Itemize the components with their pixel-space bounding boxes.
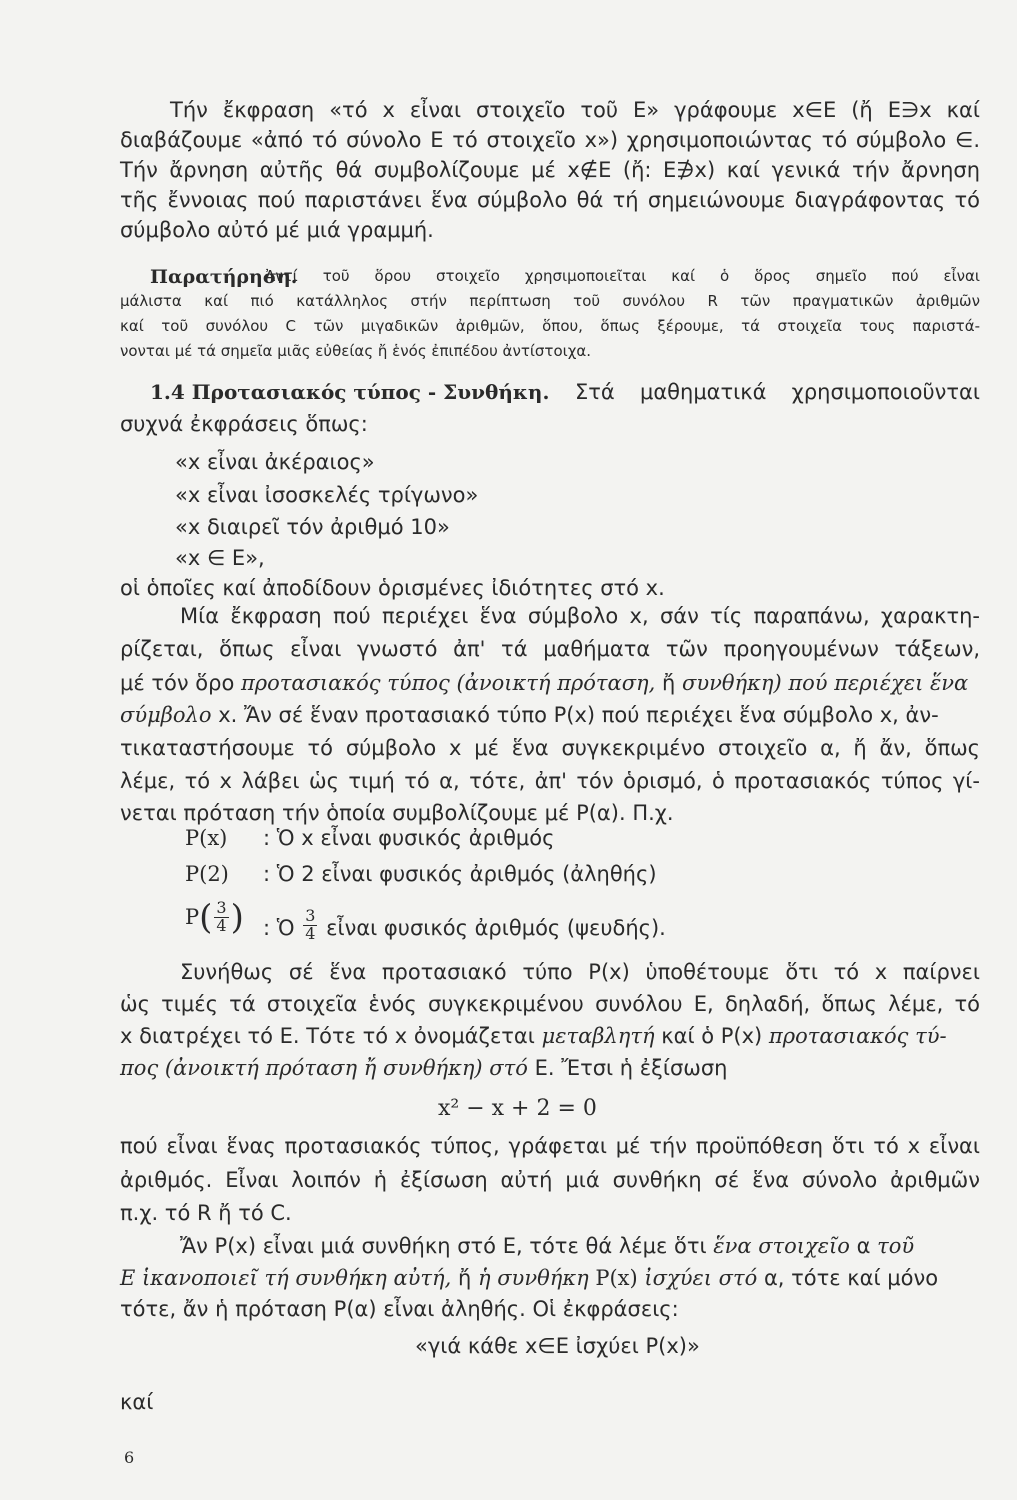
kai-word: καί [120, 1390, 154, 1414]
fraction-3-4-inline: $\frac{3}{4}$ [305, 906, 316, 943]
after-examples-line: οἱ ὁποῖες καί ἀποδίδουν ὁρισμένες ἰδιότητες στό x. [120, 576, 665, 600]
remark-paragraph [120, 266, 980, 366]
usually-line-2: ὡς τιμές τά στοιχεῖα ἑνός συγκεκριμένου συνόλου Ε, δηλαδή, ὅπως λέμε, τό [120, 992, 980, 1016]
proposition-examples [120, 828, 980, 948]
def-line-3 [120, 673, 980, 694]
def-l3-or: ἤ [662, 671, 676, 695]
example-3: «x διαιρεῖ τόν ἀριθμό 10» [175, 515, 450, 539]
after-eq-line-2: ἀριθμός. Εἶναι λοιπόν ἡ ἐξίσωση αὐτή μιά συνθήκη σέ ἕνα σύνολο ἀριθμῶν [120, 1168, 980, 1192]
sat-l2-d: P(x) [595, 1266, 638, 1290]
sat-l1-a: Ἄν P(x) εἶναι μιά συνθήκη στό Ε, τότε θά λέμε ὅτι [180, 1234, 707, 1258]
usually-l4-b: Ε. Ἔτσι ἡ ἐξίσωση [534, 1056, 728, 1080]
equation: x² − x + 2 = 0 [438, 1096, 597, 1121]
remark-line-1: Ἀντί τοῦ ὅρου στοιχεῖο χρησιμοποιεῖται καί ὁ ὅρος σημεῖο πού εἶναι [265, 267, 980, 285]
px-rhs: : Ὁ x εἶναι φυσικός ἀριθμός [263, 826, 555, 850]
section-1-4 [120, 382, 980, 582]
def-l4-b: x. Ἄν σέ ἕναν προτασιακό τύπο P(x) πού περιέχει ἕνα σύμβολο x, ἀν- [218, 703, 939, 727]
right-paren: ) [230, 897, 244, 938]
term-propositional: προτασιακός τύ- [768, 1024, 947, 1048]
example-1: «x εἶναι ἀκέραιος» [175, 450, 375, 474]
def-line-6: λέμε, τό x λάβει ὡς τιμή τό α, τότε, ἀπ' τόν ὁρισμό, ὁ προτασιακός τύπος γί- [120, 769, 980, 793]
after-eq-line-1: πού εἶναι ἕνας προτασιακός τύπος, γράφεται μέ τήν προϋπόθεση ὅτι τό x εἶναι [120, 1134, 980, 1158]
usually-paragraph [120, 962, 980, 1082]
remark-line-3: καί τοῦ συνόλου C τῶν μιγαδικῶν ἀριθμῶν, ὅπου, ὅπως ξέρουμε, τά στοιχεῖα τους παριστά- [120, 317, 980, 335]
intro-line-4: τῆς ἔννοιας πού παριστάνει ἕνα σύμβολο θά τή σημειώνουμε διαγράφοντας τό [120, 188, 980, 212]
sat-l1-c: α [856, 1234, 871, 1258]
def-l3-a: μέ τόν ὅρο [120, 671, 235, 695]
colon-o: : Ὁ [263, 915, 295, 940]
p2-lhs: P(2) [185, 862, 229, 886]
term-variable: μεταβλητή [541, 1024, 655, 1048]
intro-line-5: σύμβολο αὐτό μέ μιά γραμμή. [120, 218, 434, 242]
page-number: 6 [124, 1448, 135, 1467]
usually-line-4 [120, 1058, 727, 1079]
example-4: «x ∈ E», [175, 546, 265, 570]
def-line-5: τικαταστήσουμε τό σύμβολο x μέ ἕνα συγκεκριμένο στοιχεῖο α, ἤ ἄν, ὅπως [120, 736, 980, 760]
sat-l2-a: Ε ἱκανοποιεῖ τή συνθήκη αὐτή, [120, 1266, 452, 1290]
fraction-3-4: $\frac{3}{4}$ [216, 898, 227, 935]
sat-l1-d: τοῦ [877, 1234, 915, 1258]
usually-line-3 [120, 1026, 947, 1047]
def-line-2: ρίζεται, ὅπως εἶναι γνωστό ἀπ' τά μαθήματα τῶν προηγουμένων τάξεων, [120, 637, 980, 661]
usually-l3-a: x διατρέχει τό Ε. Τότε τό x ὀνομάζεται [120, 1024, 535, 1048]
sat-l2-e: ἰσχύει στό [644, 1266, 758, 1290]
intro-line-1: Τήν ἔκφραση «τό x εἶναι στοιχεῖο τοῦ Ε» γράφουμε x∈E (ἤ E∋x καί [170, 98, 980, 122]
remark-line-4: νονται μέ τά σημεῖα μιᾶς εὐθείας ἤ ἑνός ἐπιπέδου ἀντίστοιχα. [120, 342, 592, 360]
after-eq-line-3: π.χ. τό R ἤ τό C. [120, 1201, 292, 1225]
section-heading: 1.4 Προτασιακός τύπος - Συνθήκη. [150, 380, 550, 404]
p-fraction-lhs [185, 897, 244, 938]
intro-line-2: διαβάζουμε «ἀπό τό σύνολο Ε τό στοιχεῖο x») χρησιμοποιώντας τό σύμβολο ∈. [120, 128, 980, 152]
usually-l4-a: πος (ἀνοικτή πρόταση ἤ συνθήκη) στό [120, 1056, 528, 1080]
sat-l1-b: ἕνα στοιχεῖο [713, 1234, 850, 1258]
left-paren: ( [199, 897, 213, 938]
remark-heading: Παρατήρηση. [150, 266, 298, 288]
sat-l2-f: α, τότε καί μόνο [763, 1266, 939, 1290]
for-all-quote: «γιά κάθε x∈E ἰσχύει P(x)» [415, 1334, 700, 1358]
usually-l3-c: καί ὁ P(x) [661, 1024, 763, 1048]
sat-l2-c: ἡ συνθήκη [477, 1266, 589, 1290]
def-l4-a: σύμβολο [120, 703, 212, 727]
px-lhs: P(x) [185, 826, 228, 850]
false-statement: εἶναι φυσικός ἀριθμός (ψευδής). [326, 915, 666, 940]
sat-line-1 [180, 1236, 914, 1257]
def-l3-condition: συνθήκη) πού περιέχει ἕνα [682, 671, 969, 695]
sat-line-2 [120, 1268, 938, 1289]
example-2: «x εἶναι ἰσοσκελές τρίγωνο» [175, 483, 479, 507]
def-line-4 [120, 705, 939, 726]
sat-line-3: τότε, ἄν ἡ πρόταση P(α) εἶναι ἀληθής. Οἱ ἐκφράσεις: [120, 1297, 679, 1321]
satisfies-paragraph [120, 1236, 980, 1346]
remark-line-2: μάλιστα καί πιό κατάλληλος στήν περίπτωση τοῦ συνόλου R τῶν πραγματικῶν ἀριθμῶν [120, 292, 980, 310]
p-fraction-rhs [263, 908, 666, 943]
p2-rhs: : Ὁ 2 εἶναι φυσικός ἀριθμός (ἀληθής) [263, 862, 657, 886]
after-equation-paragraph [120, 1136, 980, 1236]
usually-line-1: Συνήθως σέ ἕνα προτασιακό τύπο P(x) ὑποθέτουμε ὅτι τό x παίρνει [180, 960, 980, 984]
def-line-7: νεται πρόταση τήν ὁποία συμβολίζουμε μέ P(α). Π.χ. [120, 801, 674, 825]
sat-l2-b: ἤ [457, 1266, 472, 1290]
section-line-2: συχνά ἐκφράσεις ὅπως: [120, 412, 368, 436]
intro-paragraph [120, 100, 980, 250]
def-line-1: Μία ἔκφραση πού περιέχει ἕνα σύμβολο x, σάν τίς παραπάνω, χαρακτη- [180, 604, 980, 628]
p-symbol: P [185, 904, 200, 929]
definition-paragraph [120, 604, 980, 825]
section-line-1: Στά μαθηματικά χρησιμοποιοῦνται [575, 380, 980, 404]
intro-line-3: Τήν ἄρνηση αὐτῆς θά συμβολίζουμε μέ x∉E (ἤ: E∌x) καί γενικά τήν ἄρνηση [120, 158, 980, 182]
def-l3-term: προτασιακός τύπος (ἀνοικτή πρόταση, [241, 671, 656, 695]
